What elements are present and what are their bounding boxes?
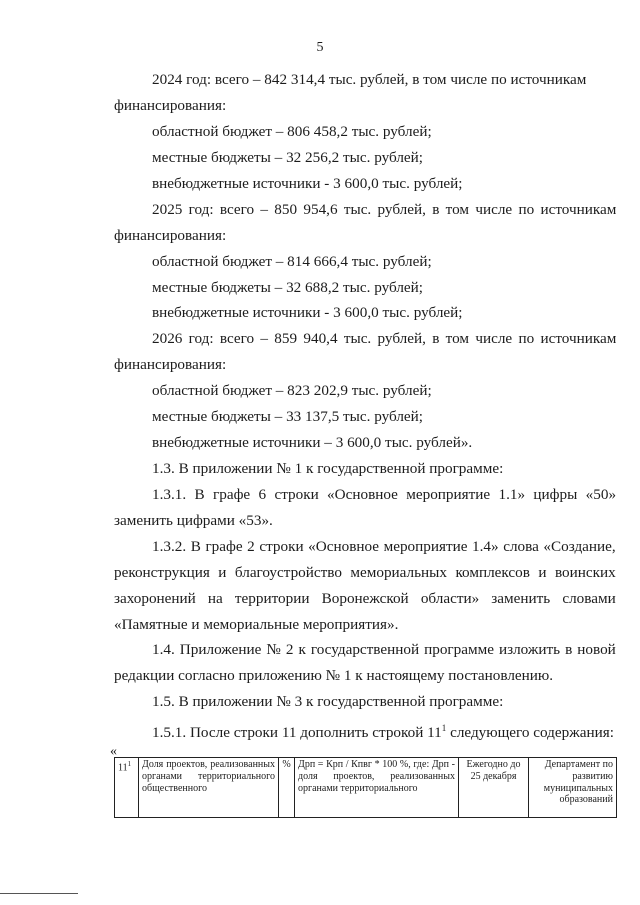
text-line: «Памятные и мемориальные мероприятия».	[114, 616, 399, 633]
scan-edge-divider	[0, 893, 78, 894]
cell-unit: %	[279, 758, 295, 818]
table-row	[115, 758, 617, 818]
cell-number: $11^1$	[115, 758, 139, 818]
text-line-with-superscript	[152, 719, 614, 742]
text-line: 1.3.2. В графе 2 строки «Основное мероприятие 1.4» слова «Создание,	[152, 538, 616, 555]
text-line: захоронений на территории Воронежской области» заменить словами	[114, 590, 616, 607]
text-line: местные бюджеты – 32 688,2 тыс. рублей;	[152, 279, 424, 296]
text-line: внебюджетные источники – 3 600,0 тыс. рублей».	[152, 434, 473, 451]
text-line: 1.3.1. В графе 6 строки «Основное мероприятие 1.1» цифры «50»	[152, 486, 617, 503]
cell-formula: Дрп = Крп / Кпвг * 100 %, где: Дрп - доля проектов, реализованных органами территориального	[295, 758, 459, 818]
text-line: областной бюджет – 806 458,2 тыс. рублей;	[152, 123, 432, 140]
text-line: 1.3. В приложении № 1 к государственной программе:	[152, 460, 504, 477]
text-line: внебюджетные источники - 3 600,0 тыс. рублей;	[152, 175, 463, 192]
text-line: местные бюджеты – 32 256,2 тыс. рублей;	[152, 149, 424, 166]
text-line: финансирования:	[114, 227, 227, 244]
cell-period: Ежегодно до 25 декабря	[459, 758, 529, 818]
inserted-row-table	[114, 757, 617, 818]
page-number: 5	[316, 40, 324, 55]
cell-responsible: Департамент по развитию муниципальных образований	[529, 758, 617, 818]
text-line: 2024 год: всего – 842 314,4 тыс. рублей, в том числе по источникам	[152, 71, 587, 88]
superscript: 1	[441, 723, 447, 733]
text-line: финансирования:	[114, 356, 227, 373]
cell-indicator: Доля проектов, реализованных органами территориального общественного	[139, 758, 279, 818]
text-line: редакции согласно приложению № 1 к настоящему постановлению.	[114, 667, 554, 684]
text-line: заменить цифрами «53».	[114, 512, 273, 529]
text-line: реконструкция и благоустройство мемориальных комплексов и воинских	[114, 564, 616, 581]
text-fragment: 1.5.1. После строки 11 дополнить строкой 11	[152, 724, 442, 742]
text-fragment: следующего содержания:	[446, 724, 614, 742]
paragraph-2024-line	[152, 71, 616, 89]
text-line: финансирования:	[114, 97, 227, 114]
text-line: местные бюджеты – 33 137,5 тыс. рублей;	[152, 408, 424, 425]
text-line: областной бюджет – 814 666,4 тыс. рублей;	[152, 253, 432, 270]
text-line: 2025 год: всего – 850 954,6 тыс. рублей, в том числе по источникам	[152, 201, 617, 218]
text-line: внебюджетные источники - 3 600,0 тыс. рублей;	[152, 304, 463, 321]
text-line: 1.5. В приложении № 3 к государственной программе:	[152, 693, 504, 710]
text-line: областной бюджет – 823 202,9 тыс. рублей;	[152, 382, 432, 399]
text-line: 2026 год: всего – 859 940,4 тыс. рублей, в том числе по источникам	[152, 330, 617, 347]
opening-quote-mark: «	[110, 744, 117, 759]
text-line: 1.4. Приложение № 2 к государственной программе изложить в новой	[152, 641, 616, 658]
